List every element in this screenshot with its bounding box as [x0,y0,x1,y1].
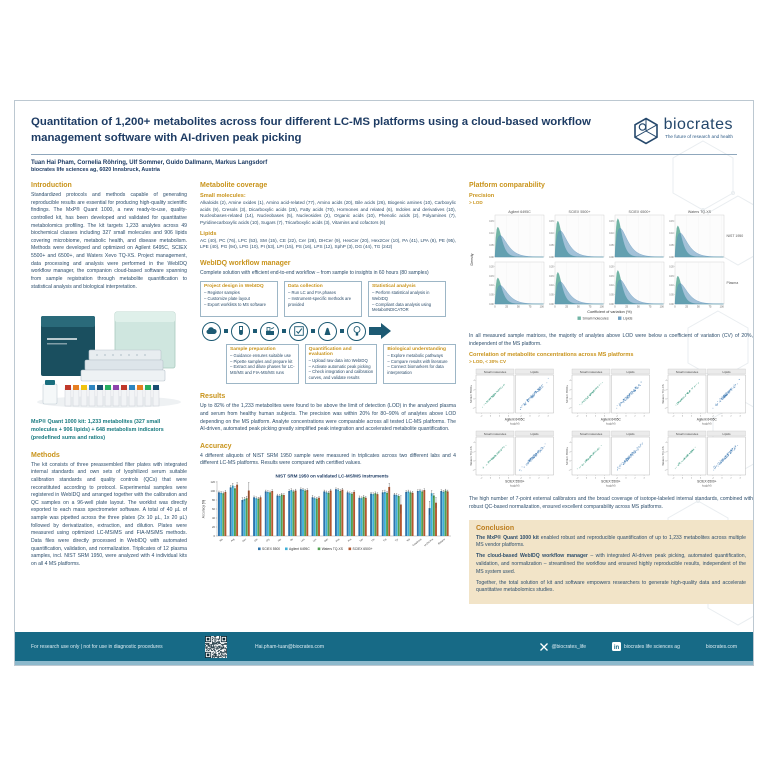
svg-text:-2: -2 [519,415,522,418]
svg-text:0: 0 [473,398,475,401]
svg-text:Small molecules: Small molecules [675,432,699,437]
svg-text:2: 2 [634,415,636,418]
svg-text:4: 4 [699,477,702,480]
svg-text:Gln: Gln [253,538,259,543]
webidq-heading: WebIDQ workflow manager [200,259,291,267]
workflow-arrow-icon [369,323,391,339]
introduction-heading: Introduction [31,181,72,189]
svg-text:0: 0 [213,535,215,539]
svg-text:-2: -2 [615,415,618,418]
svg-text:Lipids: Lipids [530,370,539,375]
svg-text:0.10: 0.10 [549,285,554,288]
poster-page [14,100,754,666]
svg-text:in: in [613,644,620,651]
svg-text:2: 2 [665,451,667,454]
sample-tube-icon [231,322,250,341]
svg-text:-2: -2 [672,477,675,480]
svg-text:Lys: Lys [312,538,318,543]
workflow-icon-row [202,322,456,341]
svg-text:2: 2 [473,451,475,454]
svg-text:SCIEX 6500+: SCIEX 6500+ [697,479,717,484]
svg-text:Lipids: Lipids [530,432,539,437]
svg-text:0: 0 [625,415,627,418]
svg-text:Agilent 6495C: Agilent 6495C [504,417,525,422]
svg-text:2: 2 [569,451,571,454]
svg-text:-2: -2 [519,477,522,480]
svg-text:0.20: 0.20 [669,266,674,269]
svg-text:0.05: 0.05 [609,244,614,247]
svg-text:SCIEX 6500+: SCIEX 6500+ [628,210,651,215]
svg-text:0: 0 [585,477,588,480]
svg-text:SCIEX 5500+: SCIEX 5500+ [601,479,621,484]
biocrates-hexagon-icon [633,117,659,145]
svg-text:-2: -2 [711,477,714,480]
workflow-box-statistical-analysis: Statistical analysis – Perform statistical analysis in WebIDQ – Compliant data analysis using MetaboINDICATOR [368,281,446,317]
linkedin-icon [612,642,621,651]
svg-text:4: 4 [643,415,645,418]
svg-text:4: 4 [569,442,571,445]
svg-text:0.15: 0.15 [609,275,614,278]
svg-text:0.20: 0.20 [549,266,554,269]
svg-text:0: 0 [529,477,531,480]
platform-comparability-heading: Platform comparability [469,181,545,189]
svg-text:0: 0 [681,477,684,480]
svg-text:Waters TQ-XS: Waters TQ-XS [321,546,343,551]
svg-text:2: 2 [690,477,693,480]
svg-text:0: 0 [665,460,667,463]
svg-text:-2: -2 [576,415,579,418]
svg-text:Agilent 6495C: Agilent 6495C [508,210,531,215]
svg-text:4: 4 [739,415,741,418]
svg-text:4: 4 [665,380,667,383]
svg-text:0.10: 0.10 [489,285,494,288]
precision-density-chart [469,208,753,333]
svg-text:4: 4 [643,477,645,480]
cv-summary-text: In all measured sample matrices, the majority of analytes above LOD were below a coefficient of variation (CV) of 20%, independent of the MS platform. [469,332,753,347]
precision-note: > LOD [469,199,483,205]
svg-text:0: 0 [721,415,723,418]
svg-text:Ile: Ile [289,538,294,543]
svg-text:100: 100 [599,305,604,309]
svg-text:-2: -2 [664,407,667,410]
svg-text:2: 2 [569,389,571,392]
small-molecules-list: Alkaloids (2), Amine oxides (1), Amino acid-related (77), Amino acids (20), Bile acids (26), Biogenic amines (10), Carboxylic acids (9), Cresols (3), Dicarboxylic acids (25), Fatty acids (70), Hormones and related (6), Indoles and derivatives (10), Nucleobases-related (14), Nucleobases (5), Nucleosides (2), Organic acids (10), Phenolic acids (2), Polyamines (7), Pyridinecarboxylic acids (10), Sugars (7), Tricarboxylic acids (3), Vitamins and cofactors (6) [200,199,456,225]
svg-text:75: 75 [528,305,532,309]
svg-text:-2: -2 [672,415,675,418]
svg-text:SCIEX 6500+: SCIEX 6500+ [565,447,569,466]
svg-text:2: 2 [538,477,540,480]
svg-text:Agilent 6495C: Agilent 6495C [600,417,621,422]
svg-text:25: 25 [565,305,569,309]
workflow-box-project-design: Project design in WebIDQ – Register samples – Customize plate layout – Export worklists to MS software [200,281,278,317]
svg-text:60: 60 [212,508,215,512]
svg-text:Coefficient of variation (%): Coefficient of variation (%) [587,309,632,314]
svg-text:0.05: 0.05 [549,244,554,247]
lipids-list: AC (40), PC (76), LPC (53), SM (15), CE (22), Cer (28), DHCer (9), HexCer (20), Hex2Cer (10), PA (41), LPA (8), PE (95), LPE (40), PG (94), LPG (10), PI (53), LPI (15), PS (16), LPS (12), SphP (3), DG (44), TG (242) [200,237,456,250]
svg-text:Gly: Gly [265,538,271,543]
svg-text:0: 0 [494,305,496,309]
svg-text:25: 25 [505,305,509,309]
svg-text:-2: -2 [480,477,483,480]
svg-text:Ala: Ala [218,538,224,543]
svg-text:4: 4 [569,380,571,383]
svg-text:Asn: Asn [241,538,247,544]
conclusion-heading: Conclusion [476,524,515,532]
x-twitter-icon [540,643,548,651]
svg-text:0.20: 0.20 [609,266,614,269]
svg-text:4: 4 [603,415,606,418]
workflow-box-biological-understanding: Biological understanding – Explore metabolic pathways – Compare results with literature – Connect biomarkers for data interpretation [383,344,456,385]
svg-text:2: 2 [538,415,540,418]
authors: Tuan Hai Pham, Cornelia Röhring, Ulf Sommer, Guido Dallmann, Markus Langsdorf [31,159,268,166]
svg-text:0: 0 [674,305,676,309]
svg-text:Agilent 6495C: Agilent 6495C [696,417,717,422]
logo-tagline: The future of research and health [665,134,733,139]
svg-text:4: 4 [473,442,475,445]
svg-text:0: 0 [489,477,492,480]
workflow-connector [282,329,286,333]
svg-text:SCIEX 5500+: SCIEX 5500+ [505,479,525,484]
svg-text:50: 50 [696,305,700,309]
svg-text:0.10: 0.10 [489,232,494,235]
svg-text:Small molecules: Small molecules [675,370,699,375]
svg-text:Lipids: Lipids [722,432,731,437]
svg-text:log(µM): log(µM) [606,421,616,426]
conclusion-paragraph-3: Together, the total solution of kit and software empowers researchers to generate high-quality data and accelerate quantitative metabolomics studies. [476,579,746,594]
svg-text:0.00: 0.00 [489,256,494,259]
research-use-disclaimer: For research use only | not for use in diagnostic procedures [31,643,163,650]
workflow-box-sample-preparation: Sample preparation – Guidance ensures suitable use – Pipette samples and prepare kit – Extract and dilute phases for LC-MS/MS and FIA-MS/MS runs [226,344,299,385]
workflow-top-row [200,281,456,317]
svg-text:Waters TQ-XS: Waters TQ-XS [661,446,665,466]
svg-text:50: 50 [636,305,640,309]
svg-text:75: 75 [588,305,592,309]
results-heading: Results [200,393,226,401]
svg-text:-2: -2 [568,407,571,410]
checkmark-icon [289,322,308,341]
ms-instrument-icon [260,322,279,341]
workflow-connector [311,329,315,333]
svg-text:0.15: 0.15 [489,275,494,278]
svg-text:Arg: Arg [230,538,236,543]
webidq-subtitle: Complete solution with efficient end-to-end workflow – from sample to insights in 60 hours (80 samples) [200,269,429,276]
svg-text:Creatinine: Creatinine [411,538,423,548]
svg-text:His: His [277,538,282,543]
svg-text:Met: Met [323,538,329,543]
svg-text:0.10: 0.10 [549,232,554,235]
svg-text:0.15: 0.15 [549,220,554,223]
svg-text:2: 2 [498,415,501,418]
svg-text:100: 100 [659,305,664,309]
svg-text:Agilent 6495C: Agilent 6495C [289,546,310,551]
svg-text:4: 4 [699,415,702,418]
svg-text:-2: -2 [711,415,714,418]
qr-code[interactable] [205,636,227,658]
svg-text:NIST 1950: NIST 1950 [726,233,744,238]
svg-text:2: 2 [498,477,501,480]
workflow-bottom-row [226,344,456,385]
svg-text:2: 2 [665,389,667,392]
svg-text:Small molecules: Small molecules [483,432,507,437]
svg-text:0.10: 0.10 [669,232,674,235]
coverage-heading: Metabolite coverage [200,181,268,189]
svg-text:-2: -2 [568,469,571,472]
svg-text:0.00: 0.00 [669,303,674,306]
svg-text:0.15: 0.15 [489,220,494,223]
affiliation: biocrates life sciences ag, 6020 Innsbruck, Austria [31,166,160,173]
svg-text:0.05: 0.05 [549,294,554,297]
svg-text:Waters TQ-XS: Waters TQ-XS [469,446,473,466]
svg-text:Plasma: Plasma [726,280,739,285]
linkedin-link[interactable]: in biocrates life sciences ag [613,643,680,651]
svg-text:0: 0 [489,415,492,418]
svg-text:Leu: Leu [300,538,306,543]
methods-text: The kit consists of three preassembled filter plates with integrated internal standards and own sets of lyophilized serum suitable calibration standards and quality controls (QCs) that were reconstituted according to protocol. Experimental samples were registered in WebIDQ and arranged together with the calibration and QC samples on a 96-well plate layout. The worklist was directly exported to each mass spectrometer software. A total of 40 µL of sample was pipetted across the three plates (2x 10 µL, 1x 20 µL) followed by derivatization, extraction, and dilution. Plates were measured using optimized LC-MS/MS and FIA-MS/MS methods. Data files were directly processed in WebIDQ with automated quantification, validation, and normalization. Triplicates of 12 plasma samples, incl. NIST SRM 1950, were analyzed with 4 individual kits on all 4 MS platforms. [31,461,187,567]
svg-text:0: 0 [681,415,684,418]
middle-column [200,177,456,605]
svg-text:0: 0 [569,398,571,401]
introduction-text: Standardized protocols and methods capable of generating reproducible results are essential for producing high-quality scientific findings. The MxP® Quant 1000, a new ready-to-use, quality-controlled kit, has been developed and validated for quantitative metabolomics profiling. The kit targets 1,233 analytes across 49 biochemical classes including 327 small molecules and 906 lipids covering microbiome, metabolic health, and disease metabolism. Methods were developed and optimized on Agilent 6495C, SCIEX 5500+ and 6500+, and Waters Xevo TQ-XS. Project management, data processing and analysis were performed in the WebIDQ workflow manager, the companion cloud-based software spanning from sample registration through metabolite quantification to statistical analysis and biological interpretation. [31,191,187,290]
svg-text:Small molecules: Small molecules [582,316,609,321]
twitter-link[interactable]: @biocrates_life [540,643,586,651]
svg-text:2: 2 [690,415,693,418]
svg-text:0.15: 0.15 [669,275,674,278]
svg-text:0.20: 0.20 [489,266,494,269]
workflow-connector [340,329,344,333]
header-divider [31,154,737,155]
svg-text:0.00: 0.00 [609,303,614,306]
svg-text:Small molecules: Small molecules [579,370,603,375]
svg-text:0: 0 [473,460,475,463]
svg-text:Density: Density [470,253,474,266]
svg-text:4: 4 [507,415,510,418]
svg-text:Val: Val [406,538,411,543]
svg-text:0: 0 [554,305,556,309]
poster-columns [15,173,753,605]
svg-text:0: 0 [585,415,588,418]
footer-accent-strip [15,661,753,665]
svg-text:25: 25 [685,305,689,309]
workflow-connector [224,329,228,333]
svg-text:0.10: 0.10 [669,285,674,288]
calibrator-text: The high number of 7-point external calibrators and the broad coverage of isotope-labeled internal standards, combined with robust QC-based normalization, ensured excellent comparability across MS platforms. [469,496,753,510]
svg-text:2: 2 [594,415,597,418]
svg-text:25: 25 [625,305,629,309]
svg-text:SCIEX 6500+: SCIEX 6500+ [565,385,569,404]
svg-text:0.05: 0.05 [669,244,674,247]
svg-text:0: 0 [625,477,627,480]
workflow-box-quantification: Quantification and evaluation – Upload raw data into WebIDQ – Activate automatic peak picking – Check integration and calibration curves, and validate results [305,344,378,385]
svg-text:-2: -2 [664,469,667,472]
svg-text:75: 75 [648,305,652,309]
svg-text:0: 0 [721,477,723,480]
accuracy-heading: Accuracy [200,442,232,450]
svg-text:Lipids: Lipids [722,370,731,375]
svg-text:-2: -2 [472,407,475,410]
svg-text:Small molecules: Small molecules [579,432,603,437]
svg-text:0.05: 0.05 [609,294,614,297]
svg-text:0.05: 0.05 [669,294,674,297]
correlation-heading: Correlation of metabolite concentrations across MS platforms [469,352,634,359]
accuracy-bar-chart [200,471,456,570]
svg-text:Lipids: Lipids [626,432,635,437]
svg-text:4: 4 [473,380,475,383]
workflow-box-data-collection: Data collection – Run LC and FIA phases – Instrument-specific methods are provided [284,281,362,317]
svg-text:0.00: 0.00 [609,256,614,259]
contact-email-link[interactable]: Hai.pham-tuan@biocrates.com [255,643,324,650]
poster-footer [15,632,753,661]
biocrates-logo [633,117,733,145]
svg-text:NIST SRM 1950 on validated LC-: NIST SRM 1950 on validated LC-MS/MS instruments [275,473,389,479]
svg-text:log(µM): log(µM) [510,483,520,488]
precision-label: Precision [469,192,495,199]
svg-text:SCIEX 5500+: SCIEX 5500+ [469,385,473,404]
svg-text:SCIEX 6500+: SCIEX 6500+ [352,546,373,551]
svg-text:-2: -2 [615,477,618,480]
svg-text:0: 0 [529,415,531,418]
svg-text:log(µM): log(µM) [510,421,520,426]
svg-text:0: 0 [665,398,667,401]
conclusion-box [469,520,753,605]
svg-text:log(µM): log(µM) [606,483,616,488]
svg-text:0.05: 0.05 [489,294,494,297]
svg-text:4: 4 [603,477,606,480]
svg-text:Thr: Thr [370,538,376,543]
svg-text:50: 50 [516,305,520,309]
svg-text:2: 2 [730,477,732,480]
svg-text:Waters TQ-XS: Waters TQ-XS [687,210,712,215]
kit-product-image [31,304,187,410]
svg-text:Betaine: Betaine [437,538,446,546]
svg-text:4: 4 [547,477,549,480]
svg-text:0: 0 [569,460,571,463]
svg-text:2: 2 [473,389,475,392]
svg-text:4: 4 [665,442,667,445]
results-text: Up to 82% of the 1,233 metabolites were found to be above the limit of detection (LOD) in the analyzed plasma and serum from healthy human subjects. The precision was within 20% for 80–90% of analytes above LOD depending on the MS platform. Analyte concentrations were comparable across all tested LC-MS platforms. The AI-driven, automated peak picking greatly simplified peak integration and accelerated metabolite quantification. [200,403,456,433]
svg-text:0.00: 0.00 [669,256,674,259]
svg-text:Phe: Phe [335,538,341,544]
svg-text:100: 100 [210,490,215,494]
svg-text:100: 100 [539,305,544,309]
svg-text:0.00: 0.00 [549,256,554,259]
svg-text:0.15: 0.15 [669,220,674,223]
cloud-icon [202,322,221,341]
svg-text:100: 100 [719,305,724,309]
svg-text:120: 120 [210,481,215,485]
svg-text:2: 2 [730,415,732,418]
logo-name: biocrates [663,116,733,133]
svg-text:-2: -2 [480,415,483,418]
svg-text:log(µM): log(µM) [702,483,712,488]
lipids-label: Lipids [200,230,217,237]
svg-text:4: 4 [507,477,510,480]
kit-caption: MxP® Quant 1000 kit: 1,233 metabolites (327 small molecules + 906 lipids) + 648 metabolism indicators (predefined sums and ratios) [31,419,164,442]
svg-text:-2: -2 [576,477,579,480]
svg-text:4: 4 [739,477,741,480]
svg-text:-2: -2 [472,469,475,472]
svg-text:0.15: 0.15 [609,220,614,223]
svg-text:0.00: 0.00 [549,303,554,306]
svg-text:Pro: Pro [347,538,353,543]
methods-heading: Methods [31,451,60,459]
svg-text:0.10: 0.10 [609,285,614,288]
svg-text:Ser: Ser [359,538,364,543]
svg-text:0.05: 0.05 [489,244,494,247]
small-molecules-label: Small molecules: [200,192,246,199]
svg-text:Lipids: Lipids [626,370,635,375]
svg-text:0.00: 0.00 [489,303,494,306]
svg-text:SCIEX 5500: SCIEX 5500 [262,546,281,551]
left-column [31,177,187,605]
right-column [469,177,753,605]
poster-header [15,101,753,173]
svg-text:2: 2 [594,477,597,480]
svg-text:50: 50 [576,305,580,309]
conclusion-paragraph-1: The MxP® Quant 1000 kit enabled robust and reproducible quantification of up to 1,233 metabolites across multiple MS vendor platforms. [476,534,746,549]
svg-text:Small molecules: Small molecules [483,370,507,375]
svg-text:Tyr: Tyr [394,538,399,543]
svg-text:4: 4 [547,415,549,418]
svg-text:SCIEX 5500+: SCIEX 5500+ [568,210,591,215]
svg-text:40: 40 [212,517,215,521]
chromatogram-peak-icon [318,322,337,341]
conclusion-paragraph-2: The cloud-based WebIDQ workflow manager – with integrated AI-driven peak picking, automated quantification, validation, and normalization – streamlined the workflow and ensured highly reproducible results, independent of the MS system used. [476,553,746,575]
svg-text:Trp: Trp [382,538,388,543]
svg-text:75: 75 [708,305,712,309]
svg-text:Lipids: Lipids [623,316,633,321]
svg-text:0.15: 0.15 [549,275,554,278]
correlation-scatter-chart [469,367,753,496]
poster-title: Quantitation of 1,200+ metabolites across four different LC-MS platforms using a cloud-based workflow management software with AI-driven peak picking [31,116,591,144]
workflow-connector [253,329,257,333]
svg-text:20: 20 [212,526,215,530]
website-link[interactable]: biocrates.com [705,643,737,650]
correlation-note: > LOD, < 30% CV [469,359,507,365]
lightbulb-icon [347,322,366,341]
svg-text:0.10: 0.10 [609,232,614,235]
svg-text:log(µM): log(µM) [702,421,712,426]
svg-text:t4-OH-Pro: t4-OH-Pro [423,538,435,548]
accuracy-text: 4 different aliquots of NIST SRM 1950 sample were measured in triplicates across two different labs and 4 different LC-MS platforms. Results were compared with certified values. [200,452,456,467]
svg-text:Waters TQ-XS: Waters TQ-XS [661,384,665,404]
svg-text:0: 0 [614,305,616,309]
svg-text:2: 2 [634,477,636,480]
svg-text:80: 80 [212,499,215,503]
svg-text:Accuracy [%]: Accuracy [%] [201,499,206,519]
